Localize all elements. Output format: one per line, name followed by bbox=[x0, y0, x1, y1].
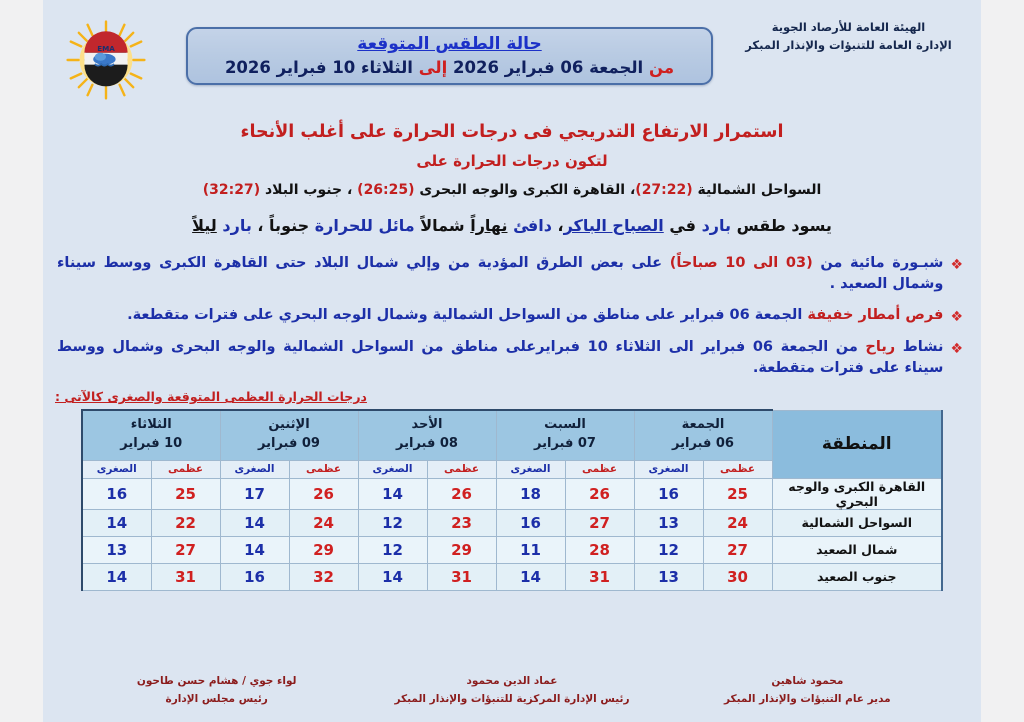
table-row bbox=[82, 478, 942, 509]
list-item bbox=[57, 337, 963, 381]
list-item bbox=[57, 305, 963, 327]
text-run-2: في bbox=[663, 215, 702, 235]
cell-max-r4-d4: 32 bbox=[289, 563, 358, 590]
column-header-max-2: عظمى bbox=[565, 460, 634, 478]
cell-region-2: السواحل الشمالية bbox=[772, 509, 942, 536]
document-page bbox=[43, 0, 981, 722]
cell-max-r2-d1: 24 bbox=[703, 509, 772, 536]
temperature-table-wrapper bbox=[81, 409, 943, 591]
cell-max-r3-d5: 27 bbox=[151, 536, 220, 563]
cell-min-r2-d2: 16 bbox=[496, 509, 565, 536]
cell-min-r3-d4: 14 bbox=[220, 536, 289, 563]
cell-min-r4-d2: 14 bbox=[496, 563, 565, 590]
list-item bbox=[57, 253, 963, 297]
column-header-max-3: عظمى bbox=[427, 460, 496, 478]
text-run-7: نهاراً bbox=[470, 215, 508, 235]
cell-max-r3-d3: 29 bbox=[427, 536, 496, 563]
text-run-1: (03 الى 10 صباحاً) bbox=[669, 254, 813, 271]
diamond-bullet-icon: ❖ bbox=[950, 256, 963, 273]
table-caption: درجات الحرارة العظمى المتوقعة والصغرى كالآتى : bbox=[55, 389, 367, 405]
text-run-1: الجمعة 06 فبراير على مناطق من السواحل الشمالية وشمال الوجه البحري على فترات متقطعة. bbox=[127, 307, 803, 324]
cell-max-r2-d2: 27 bbox=[565, 509, 634, 536]
cell-min-r4-d1: 13 bbox=[634, 563, 703, 590]
cell-min-r4-d4: 16 bbox=[220, 563, 289, 590]
text-run-4: ، bbox=[551, 215, 564, 235]
text-run-0: شبـورة مائية من bbox=[812, 254, 944, 271]
cell-min-r1-d3: 14 bbox=[358, 478, 427, 509]
cell-max-r2-d3: 23 bbox=[427, 509, 496, 536]
text-run-9: مائل للحرارة bbox=[314, 215, 415, 235]
cell-max-r1-d3: 26 bbox=[427, 478, 496, 509]
column-header-max-4: عظمى bbox=[289, 460, 358, 478]
table-row bbox=[82, 509, 942, 536]
column-header-max-5: عظمى bbox=[151, 460, 220, 478]
cell-min-r1-d4: 17 bbox=[220, 478, 289, 509]
day-date: 06 فبراير bbox=[672, 436, 734, 452]
column-header-min-5: الصغرى bbox=[82, 460, 151, 478]
text-run-13: ليلاً bbox=[192, 215, 217, 235]
bullet-text-rain bbox=[57, 305, 943, 327]
cell-min-r2-d5: 14 bbox=[82, 509, 151, 536]
signature-block bbox=[660, 673, 955, 708]
day-name: الإثنين bbox=[268, 417, 310, 433]
signature-block bbox=[69, 673, 364, 708]
column-header-region: المنطقة bbox=[772, 410, 942, 478]
table-row bbox=[82, 536, 942, 563]
cell-region-1: القاهرة الكبرى والوجه البحري bbox=[772, 478, 942, 509]
cell-min-r3-d5: 13 bbox=[82, 536, 151, 563]
summary-line-2: لتكون درجات الحرارة على bbox=[416, 152, 608, 170]
day-date: 09 فبراير bbox=[258, 436, 320, 452]
column-header-day-2 bbox=[496, 410, 634, 460]
day-name: الجمعة bbox=[681, 417, 725, 433]
text-run-10: جنوباً ، bbox=[251, 215, 315, 235]
text-run-0: السواحل الشمالية bbox=[692, 181, 822, 198]
period-to-date: الثلاثاء 10 فبراير 2026 bbox=[224, 58, 413, 78]
text-run-1: (27:22) bbox=[635, 181, 693, 198]
text-run-5: دافئ bbox=[513, 215, 552, 235]
org-line-2: الإدارة العامة للتنبؤات والإنذار المبكر bbox=[745, 37, 952, 52]
column-header-min-1: الصغرى bbox=[634, 460, 703, 478]
cell-max-r4-d5: 31 bbox=[151, 563, 220, 590]
summary-day-description bbox=[43, 216, 981, 237]
cell-max-r3-d4: 29 bbox=[289, 536, 358, 563]
cell-min-r2-d4: 14 bbox=[220, 509, 289, 536]
column-header-day-3 bbox=[358, 410, 496, 460]
cell-max-r4-d3: 31 bbox=[427, 563, 496, 590]
signature-name: عماد الدين محمود bbox=[466, 675, 558, 688]
day-name: السبت bbox=[544, 417, 586, 433]
text-run-0: فرص أمطار خفيفة bbox=[802, 307, 944, 324]
table-body bbox=[82, 478, 942, 590]
cell-max-r4-d2: 31 bbox=[565, 563, 634, 590]
signature-title: رئيس الإدارة المركزية للتنبؤات والإنذار المبكر bbox=[394, 692, 630, 705]
page-title: حالة الطقس المتوقعة bbox=[357, 34, 542, 54]
day-name: الثلاثاء bbox=[130, 417, 172, 433]
cell-min-r4-d5: 14 bbox=[82, 563, 151, 590]
column-header-day-1 bbox=[634, 410, 772, 460]
cell-min-r2-d1: 13 bbox=[634, 509, 703, 536]
bullet-text-fog bbox=[57, 253, 943, 297]
day-date: 08 فبراير bbox=[396, 436, 458, 452]
cell-min-r4-d3: 14 bbox=[358, 563, 427, 590]
cell-min-r1-d5: 16 bbox=[82, 478, 151, 509]
org-line-1: الهيئة العامة للأرصاد الجوية bbox=[771, 20, 926, 34]
cell-max-r2-d5: 22 bbox=[151, 509, 220, 536]
signature-title: رئيس مجلس الإدارة bbox=[165, 692, 268, 705]
cell-max-r3-d1: 27 bbox=[703, 536, 772, 563]
cell-max-r1-d5: 25 bbox=[151, 478, 220, 509]
forecast-period bbox=[188, 56, 711, 79]
organization-block bbox=[726, 19, 971, 55]
diamond-bullet-icon: ❖ bbox=[950, 309, 963, 326]
day-date: 07 فبراير bbox=[534, 436, 596, 452]
cell-region-4: جنوب الصعيد bbox=[772, 563, 942, 590]
day-name: الأحد bbox=[411, 417, 443, 433]
bullet-text-wind bbox=[57, 337, 943, 381]
text-run-8: شمالاً bbox=[414, 215, 471, 235]
text-run-2: ، القاهرة الكبرى والوجه البحرى bbox=[414, 181, 636, 198]
period-from-label: من bbox=[648, 58, 675, 78]
day-date: 10 فبراير bbox=[120, 436, 183, 452]
text-run-4: ، جنوب البلاد bbox=[260, 181, 358, 198]
cell-max-r2-d4: 24 bbox=[289, 509, 358, 536]
cell-min-r3-d2: 11 bbox=[496, 536, 565, 563]
temperature-table bbox=[81, 409, 943, 591]
signature-name: لواء جوي / هشام حسن طاحون bbox=[136, 675, 297, 688]
cell-region-3: شمال الصعيد bbox=[772, 536, 942, 563]
text-run-3: (26:25) bbox=[357, 181, 415, 198]
signature-footer bbox=[43, 673, 981, 708]
cell-min-r3-d3: 12 bbox=[358, 536, 427, 563]
cell-max-r1-d2: 26 bbox=[565, 478, 634, 509]
column-header-min-3: الصغرى bbox=[358, 460, 427, 478]
column-header-max-1: عظمى bbox=[703, 460, 772, 478]
period-from-date: الجمعة 06 فبراير 2026 bbox=[453, 58, 644, 78]
text-run-1: بارد bbox=[701, 215, 731, 235]
summary-temperature-ranges bbox=[43, 181, 981, 199]
table-head-days-row bbox=[82, 410, 942, 460]
text-run-2: من الجمعة 06 فبراير الى الثلاثاء 10 فبرايرعلى مناطق من السواحل الشمالية والوجه البحرى وشمال ووسط سيناء على فترات متقطعة. bbox=[57, 338, 944, 377]
text-run-5: (32:27) bbox=[202, 181, 261, 198]
diamond-bullet-icon: ❖ bbox=[950, 340, 963, 357]
forecast-bullet-list bbox=[43, 253, 981, 380]
ema-sun-logo bbox=[62, 20, 150, 100]
text-run-0: يسود طقس bbox=[731, 215, 832, 235]
summary-section bbox=[43, 122, 981, 237]
cell-min-r2-d3: 12 bbox=[358, 509, 427, 536]
signature-block bbox=[364, 673, 659, 708]
text-run-11: بارد bbox=[222, 215, 252, 235]
text-run-0: نشاط bbox=[895, 338, 944, 355]
cell-min-r1-d1: 16 bbox=[634, 478, 703, 509]
table-head bbox=[82, 410, 942, 478]
cell-max-r4-d1: 30 bbox=[703, 563, 772, 590]
forecast-title-box bbox=[186, 27, 713, 85]
column-header-day-4 bbox=[220, 410, 358, 460]
text-run-3: الصباح الباكر bbox=[563, 215, 664, 235]
cell-min-r1-d2: 18 bbox=[496, 478, 565, 509]
cell-min-r3-d1: 12 bbox=[634, 536, 703, 563]
column-header-min-4: الصغرى bbox=[220, 460, 289, 478]
summary-headline: استمرار الارتفاع التدريجي فى درجات الحرارة على أغلب الأنحاء bbox=[240, 122, 784, 142]
signature-title: مدير عام التنبؤات والإنذار المبكر bbox=[723, 692, 891, 705]
column-header-min-2: الصغرى bbox=[496, 460, 565, 478]
document-header bbox=[43, 0, 981, 112]
cell-max-r1-d4: 26 bbox=[289, 478, 358, 509]
text-run-2: على بعض الطرق المؤدية من وإلي شمال البلاد حتى القاهرة الكبرى ووسط سيناء وشمال الصعيد . bbox=[57, 254, 944, 293]
svg-text:EMA: EMA bbox=[97, 44, 115, 54]
cell-max-r1-d1: 25 bbox=[703, 478, 772, 509]
period-to-label: إلى bbox=[418, 58, 448, 78]
table-row bbox=[82, 563, 942, 590]
signature-name: محمود شاهين bbox=[771, 675, 844, 688]
cell-max-r3-d2: 28 bbox=[565, 536, 634, 563]
text-run-1: رياح bbox=[865, 338, 896, 355]
column-header-day-5 bbox=[82, 410, 220, 460]
